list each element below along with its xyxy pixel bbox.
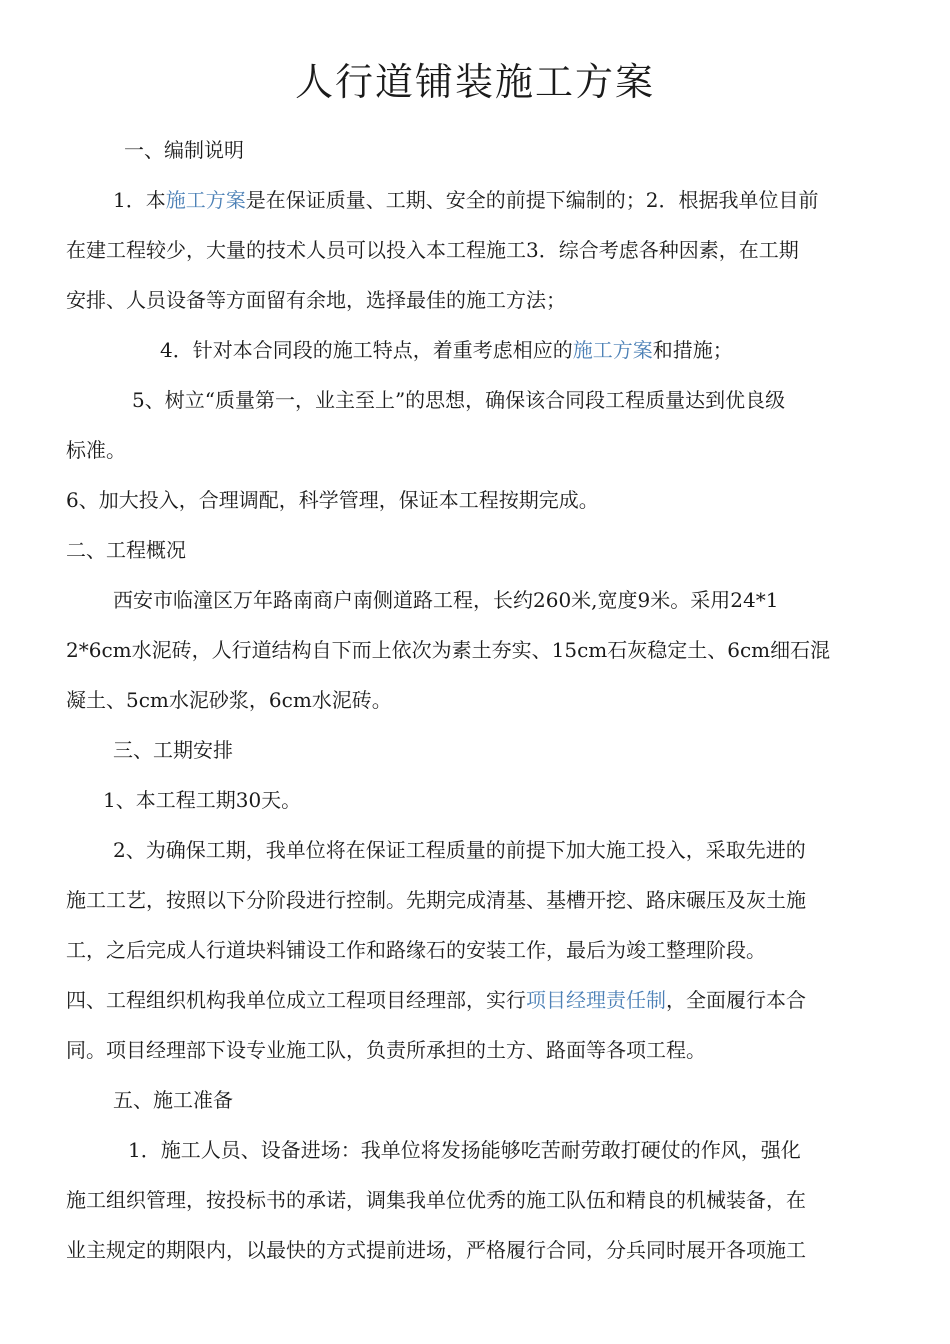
paragraph-line: 在建工程较少，大量的技术人员可以投入本工程施工3．综合考虑各种因素，在工期	[66, 238, 799, 262]
text-span: 和措施；	[652, 338, 733, 362]
paragraph-line: 施工组织管理，按投标书的承诺，调集我单位优秀的施工队伍和精良的机械装备，在	[66, 1188, 806, 1212]
link-construction-plan[interactable]: 施工方案	[572, 338, 653, 362]
paragraph-line: 施工工艺，按照以下分阶段进行控制。先期完成清基、基槽开挖、路床碾压及灰土施	[66, 888, 806, 912]
link-construction-plan[interactable]: 施工方案	[165, 188, 246, 212]
text-span: 四、工程组织机构我单位成立工程项目经理部，实行	[66, 988, 526, 1012]
section-heading-3: 三、工期安排	[113, 738, 233, 762]
section-heading-2: 二、工程概况	[66, 538, 186, 562]
link-pm-responsibility[interactable]: 项目经理责任制	[526, 988, 666, 1012]
paragraph-line: 业主规定的期限内，以最快的方式提前进场，严格履行合同，分兵同时展开各项施工	[66, 1238, 806, 1262]
text-span: ，全面履行本合	[666, 988, 806, 1012]
paragraph-line: 2、为确保工期，我单位将在保证工程质量的前提下加大施工投入，采取先进的	[113, 838, 806, 862]
text-span: 是在保证质量、工期、安全的前提下编制的；2．根据我单位目前	[245, 188, 819, 212]
section-heading-1: 一、编制说明	[124, 138, 244, 162]
paragraph-line: 西安市临潼区万年路南商户南侧道路工程，长约260米,宽度9米。采用24*1	[113, 588, 779, 612]
section-heading-5: 五、施工准备	[113, 1088, 233, 1112]
paragraph-line: 标准。	[66, 438, 126, 462]
paragraph-line: 6、加大投入，合理调配，科学管理，保证本工程按期完成。	[66, 488, 599, 512]
paragraph-line: 凝土、5cm水泥砂浆，6cm水泥砖。	[66, 688, 392, 712]
paragraph-line: 工，之后完成人行道块料铺设工作和路缘石的安装工作，最后为竣工整理阶段。	[66, 938, 766, 962]
paragraph-line	[113, 175, 818, 225]
text-span: 1．本	[113, 188, 166, 212]
paragraph-line: 1、本工程工期30天。	[103, 788, 302, 812]
paragraph-line: 安排、人员设备等方面留有余地，选择最佳的施工方法；	[66, 288, 566, 312]
paragraph-line: 1．施工人员、设备进场：我单位将发扬能够吃苦耐劳敢打硬仗的作风，强化	[128, 1138, 801, 1162]
paragraph-line	[66, 975, 806, 1025]
text-span: 4．针对本合同段的施工特点，着重考虑相应的	[160, 338, 573, 362]
document-title: 人行道铺装施工方案	[294, 60, 655, 104]
paragraph-line: 5、树立“质量第一，业主至上”的思想，确保该合同段工程质量达到优良级	[132, 388, 786, 412]
paragraph-line: 2*6cm水泥砖，人行道结构自下而上依次为素土夯实、15cm石灰稳定土、6cm细石混	[66, 638, 831, 662]
paragraph-line	[160, 325, 733, 375]
paragraph-line: 同。项目经理部下设专业施工队，负责所承担的土方、路面等各项工程。	[66, 1038, 706, 1062]
